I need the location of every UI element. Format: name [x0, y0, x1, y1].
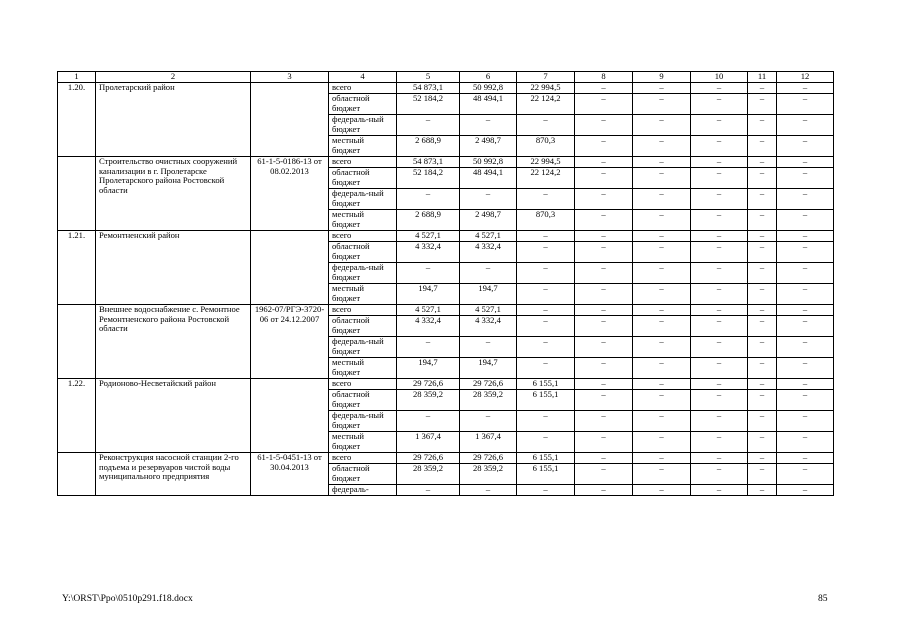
budget-type: всего: [329, 379, 397, 390]
value-cell: –: [575, 115, 633, 136]
item-name: Пролетарский район: [96, 83, 251, 157]
value-cell: 870,3: [517, 210, 575, 231]
value-cell: –: [777, 379, 834, 390]
value-cell: –: [777, 305, 834, 316]
item-number: [58, 453, 96, 496]
value-cell: 194,7: [460, 358, 517, 379]
budget-type: федераль-ный бюджет: [329, 263, 397, 284]
table-row: [58, 83, 834, 94]
value-cell: 4 332,4: [397, 242, 460, 263]
value-cell: –: [460, 337, 517, 358]
value-cell: –: [748, 316, 777, 337]
header-cell: 7: [517, 72, 575, 83]
value-cell: 29 726,6: [460, 379, 517, 390]
value-cell: –: [777, 263, 834, 284]
value-cell: –: [691, 231, 748, 242]
header-cell: 11: [748, 72, 777, 83]
value-cell: –: [748, 242, 777, 263]
value-cell: –: [691, 284, 748, 305]
budget-type: местный бюджет: [329, 210, 397, 231]
budget-type: федераль-ный бюджет: [329, 189, 397, 210]
item-name: Строительство очистных сооружений канализации в г. Пролетарске Пролетарского района Ростовской области: [96, 157, 251, 231]
value-cell: 2 688,9: [397, 210, 460, 231]
budget-type: всего: [329, 157, 397, 168]
value-cell: –: [748, 231, 777, 242]
header-cell: 5: [397, 72, 460, 83]
value-cell: 2 688,9: [397, 136, 460, 157]
item-code: 61-1-5-0186-13 от 08.02.2013: [251, 157, 329, 231]
budget-type: федераль-: [329, 485, 397, 496]
value-cell: –: [575, 485, 633, 496]
value-cell: 6 155,1: [517, 453, 575, 464]
value-cell: –: [691, 464, 748, 485]
item-number: 1.20.: [58, 83, 96, 157]
value-cell: –: [633, 358, 691, 379]
value-cell: 48 494,1: [460, 168, 517, 189]
value-cell: –: [517, 263, 575, 284]
value-cell: –: [691, 136, 748, 157]
header-cell: 9: [633, 72, 691, 83]
value-cell: –: [777, 157, 834, 168]
value-cell: –: [748, 94, 777, 115]
value-cell: –: [748, 390, 777, 411]
item-number: [58, 305, 96, 379]
value-cell: –: [633, 115, 691, 136]
value-cell: –: [691, 305, 748, 316]
value-cell: –: [777, 464, 834, 485]
item-name: Реконструкция насосной станции 2-го подъема и резервуаров чистой воды муниципального предприятия: [96, 453, 251, 496]
value-cell: –: [748, 115, 777, 136]
value-cell: –: [777, 358, 834, 379]
value-cell: –: [777, 411, 834, 432]
budget-type: всего: [329, 83, 397, 94]
value-cell: 22 994,5: [517, 157, 575, 168]
value-cell: –: [633, 316, 691, 337]
value-cell: –: [575, 464, 633, 485]
table-row: [58, 305, 834, 316]
value-cell: 4 527,1: [397, 305, 460, 316]
value-cell: 22 994,5: [517, 83, 575, 94]
value-cell: –: [633, 390, 691, 411]
value-cell: –: [517, 316, 575, 337]
value-cell: 29 726,6: [397, 453, 460, 464]
value-cell: –: [633, 337, 691, 358]
budget-type: областной бюджет: [329, 464, 397, 485]
value-cell: –: [575, 432, 633, 453]
table-row: [58, 231, 834, 242]
value-cell: 4 332,4: [460, 316, 517, 337]
table-row: [58, 157, 834, 168]
value-cell: –: [691, 157, 748, 168]
item-name: Ремонтненский район: [96, 231, 251, 305]
value-cell: 29 726,6: [397, 379, 460, 390]
value-cell: 54 873,1: [397, 83, 460, 94]
value-cell: 870,3: [517, 136, 575, 157]
budget-type: местный бюджет: [329, 358, 397, 379]
budget-type: федераль-ный бюджет: [329, 411, 397, 432]
value-cell: –: [777, 485, 834, 496]
item-number: [58, 157, 96, 231]
value-cell: –: [777, 210, 834, 231]
item-name: Родионово-Несветайский район: [96, 379, 251, 453]
value-cell: –: [575, 242, 633, 263]
value-cell: –: [633, 136, 691, 157]
value-cell: –: [633, 284, 691, 305]
value-cell: 28 359,2: [397, 390, 460, 411]
value-cell: 6 155,1: [517, 464, 575, 485]
header-cell: 6: [460, 72, 517, 83]
header-cell: 1: [58, 72, 96, 83]
value-cell: –: [748, 168, 777, 189]
header-row: [58, 72, 834, 83]
value-cell: 6 155,1: [517, 379, 575, 390]
value-cell: 28 359,2: [460, 390, 517, 411]
value-cell: –: [575, 210, 633, 231]
value-cell: 54 873,1: [397, 157, 460, 168]
value-cell: –: [691, 263, 748, 284]
table-row: [58, 453, 834, 464]
budget-type: областной бюджет: [329, 316, 397, 337]
value-cell: –: [777, 453, 834, 464]
value-cell: –: [397, 411, 460, 432]
file-path: Y:\ORST\Ppo\0510p291.f18.docx: [62, 593, 193, 604]
value-cell: –: [691, 485, 748, 496]
value-cell: –: [633, 231, 691, 242]
table-body: [58, 72, 834, 496]
value-cell: –: [575, 231, 633, 242]
value-cell: –: [748, 136, 777, 157]
value-cell: –: [748, 453, 777, 464]
value-cell: –: [517, 231, 575, 242]
budget-type: областной бюджет: [329, 168, 397, 189]
value-cell: –: [460, 485, 517, 496]
value-cell: 4 332,4: [397, 316, 460, 337]
value-cell: –: [633, 464, 691, 485]
value-cell: –: [397, 189, 460, 210]
value-cell: –: [777, 242, 834, 263]
value-cell: –: [575, 316, 633, 337]
value-cell: –: [777, 432, 834, 453]
header-cell: 4: [329, 72, 397, 83]
value-cell: –: [460, 189, 517, 210]
value-cell: –: [575, 358, 633, 379]
value-cell: –: [691, 453, 748, 464]
header-cell: 12: [777, 72, 834, 83]
value-cell: –: [517, 189, 575, 210]
budget-type: федераль-ный бюджет: [329, 337, 397, 358]
value-cell: 4 527,1: [460, 231, 517, 242]
value-cell: –: [748, 337, 777, 358]
item-code: [251, 379, 329, 453]
budget-type: местный бюджет: [329, 432, 397, 453]
value-cell: 194,7: [397, 358, 460, 379]
value-cell: –: [575, 168, 633, 189]
item-number: 1.22.: [58, 379, 96, 453]
value-cell: –: [691, 115, 748, 136]
value-cell: –: [633, 94, 691, 115]
value-cell: 22 124,2: [517, 94, 575, 115]
value-cell: –: [517, 305, 575, 316]
value-cell: –: [748, 210, 777, 231]
value-cell: –: [575, 157, 633, 168]
value-cell: –: [397, 337, 460, 358]
value-cell: –: [575, 411, 633, 432]
value-cell: 28 359,2: [397, 464, 460, 485]
value-cell: –: [691, 411, 748, 432]
value-cell: 2 498,7: [460, 136, 517, 157]
item-number: 1.21.: [58, 231, 96, 305]
budget-type: областной бюджет: [329, 390, 397, 411]
value-cell: –: [517, 242, 575, 263]
value-cell: 6 155,1: [517, 390, 575, 411]
header-cell: 2: [96, 72, 251, 83]
value-cell: –: [575, 379, 633, 390]
value-cell: –: [748, 157, 777, 168]
value-cell: –: [777, 94, 834, 115]
value-cell: –: [575, 337, 633, 358]
value-cell: –: [691, 390, 748, 411]
value-cell: 28 359,2: [460, 464, 517, 485]
value-cell: –: [633, 168, 691, 189]
value-cell: –: [575, 136, 633, 157]
header-cell: 10: [691, 72, 748, 83]
budget-type: всего: [329, 453, 397, 464]
value-cell: –: [777, 83, 834, 94]
value-cell: –: [517, 284, 575, 305]
budget-type: федераль-ный бюджет: [329, 115, 397, 136]
value-cell: –: [777, 337, 834, 358]
item-code: 1962-07/РГЭ-3720-06 от 24.12.2007: [251, 305, 329, 379]
value-cell: 4 527,1: [397, 231, 460, 242]
value-cell: –: [691, 358, 748, 379]
value-cell: –: [460, 263, 517, 284]
value-cell: –: [691, 168, 748, 189]
value-cell: –: [517, 337, 575, 358]
value-cell: 50 992,8: [460, 83, 517, 94]
item-code: [251, 83, 329, 157]
value-cell: –: [691, 242, 748, 263]
value-cell: –: [460, 411, 517, 432]
value-cell: –: [575, 453, 633, 464]
value-cell: –: [633, 411, 691, 432]
value-cell: –: [691, 189, 748, 210]
value-cell: –: [633, 453, 691, 464]
value-cell: –: [748, 432, 777, 453]
value-cell: –: [777, 136, 834, 157]
value-cell: –: [575, 305, 633, 316]
value-cell: –: [633, 83, 691, 94]
item-code: 61-1-5-0451-13 от 30.04.2013: [251, 453, 329, 496]
item-code: [251, 231, 329, 305]
value-cell: 52 184,2: [397, 94, 460, 115]
value-cell: 194,7: [460, 284, 517, 305]
value-cell: –: [460, 115, 517, 136]
value-cell: 4 527,1: [460, 305, 517, 316]
value-cell: –: [633, 157, 691, 168]
value-cell: –: [748, 358, 777, 379]
value-cell: –: [748, 189, 777, 210]
value-cell: –: [691, 94, 748, 115]
value-cell: –: [575, 284, 633, 305]
value-cell: –: [517, 432, 575, 453]
value-cell: 1 367,4: [397, 432, 460, 453]
value-cell: –: [633, 305, 691, 316]
value-cell: –: [691, 337, 748, 358]
value-cell: –: [777, 189, 834, 210]
table-row: [58, 379, 834, 390]
value-cell: –: [691, 210, 748, 231]
value-cell: –: [748, 485, 777, 496]
value-cell: –: [575, 263, 633, 284]
value-cell: –: [517, 411, 575, 432]
value-cell: –: [691, 379, 748, 390]
value-cell: –: [575, 94, 633, 115]
value-cell: –: [691, 316, 748, 337]
value-cell: –: [777, 168, 834, 189]
value-cell: –: [517, 485, 575, 496]
budget-table: [57, 71, 834, 496]
budget-type: областной бюджет: [329, 94, 397, 115]
value-cell: –: [633, 379, 691, 390]
value-cell: –: [748, 411, 777, 432]
value-cell: 22 124,2: [517, 168, 575, 189]
budget-type: местный бюджет: [329, 136, 397, 157]
value-cell: 29 726,6: [460, 453, 517, 464]
value-cell: –: [633, 242, 691, 263]
value-cell: –: [748, 379, 777, 390]
value-cell: –: [777, 231, 834, 242]
item-name: Внешнее водоснабжение с. Ремонтное Ремонтненского района Ростовской области: [96, 305, 251, 379]
value-cell: 48 494,1: [460, 94, 517, 115]
budget-type: всего: [329, 231, 397, 242]
value-cell: –: [748, 464, 777, 485]
value-cell: –: [777, 390, 834, 411]
value-cell: –: [748, 83, 777, 94]
value-cell: –: [748, 284, 777, 305]
value-cell: –: [748, 305, 777, 316]
budget-type: местный бюджет: [329, 284, 397, 305]
header-cell: 3: [251, 72, 329, 83]
header-cell: 8: [575, 72, 633, 83]
value-cell: 50 992,8: [460, 157, 517, 168]
value-cell: –: [397, 263, 460, 284]
value-cell: –: [517, 115, 575, 136]
value-cell: –: [517, 358, 575, 379]
value-cell: –: [575, 390, 633, 411]
value-cell: 1 367,4: [460, 432, 517, 453]
value-cell: –: [777, 284, 834, 305]
value-cell: 52 184,2: [397, 168, 460, 189]
value-cell: –: [748, 263, 777, 284]
page-number: 85: [818, 593, 828, 604]
value-cell: –: [633, 189, 691, 210]
value-cell: –: [633, 485, 691, 496]
value-cell: –: [777, 316, 834, 337]
value-cell: –: [633, 210, 691, 231]
budget-type: всего: [329, 305, 397, 316]
value-cell: –: [691, 83, 748, 94]
value-cell: –: [691, 432, 748, 453]
value-cell: –: [633, 432, 691, 453]
value-cell: –: [633, 263, 691, 284]
value-cell: –: [575, 189, 633, 210]
value-cell: –: [575, 83, 633, 94]
value-cell: –: [397, 115, 460, 136]
value-cell: 194,7: [397, 284, 460, 305]
value-cell: 2 498,7: [460, 210, 517, 231]
value-cell: 4 332,4: [460, 242, 517, 263]
value-cell: –: [777, 115, 834, 136]
budget-type: областной бюджет: [329, 242, 397, 263]
value-cell: –: [397, 485, 460, 496]
